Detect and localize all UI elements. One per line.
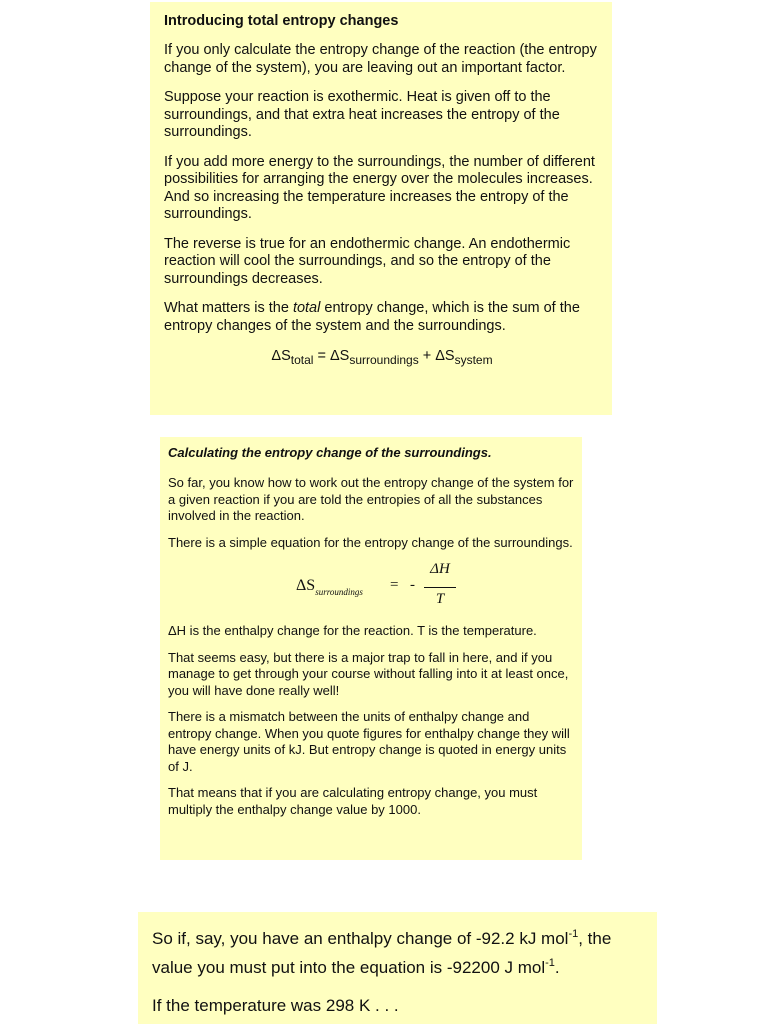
text-run: , the value you must put into the equation is -92200 J mol [152,929,612,977]
paragraph: If you only calculate the entropy change of the reaction (the entropy change of the system), you are leaving out an important factor. [164,42,597,76]
paragraph: That means that if you are calculating entropy change, you must multiply the enthalpy change value by 1000. [168,785,538,817]
eq-subscript: system [454,353,493,367]
formula-delta-s: ΔS [296,577,316,594]
text-run: So if, say, you have an enthalpy change of -92.2 kJ mol [152,929,569,948]
surroundings-entropy-box [160,437,582,860]
section-title: Introducing total entropy changes [164,13,399,29]
paragraph: If you add more energy to the surroundings, the number of different possibilities for arranging the energy over the molecules increases. And so increasing the temperature increases the entropy of the surroundings. [164,153,595,222]
paragraph: The reverse is true for an endothermic change. An endothermic reaction will cool the surroundings, and so the entropy of the surroundings decreases. [164,235,571,287]
section-title: Calculating the entropy change of the surroundings. [168,445,492,460]
fraction-bar [424,587,456,588]
paragraph: Suppose your reaction is exothermic. Heat is given off to the surroundings, and that extra heat increases the entropy of the surroundings. [164,89,560,140]
eq-term: = ΔS [313,348,350,364]
formula-minus: - [410,577,415,593]
surroundings-formula [168,561,574,615]
intro-total-entropy-box [150,2,612,415]
superscript: -1 [545,957,555,969]
superscript: -1 [568,928,579,940]
text-run: entropy change, which is the sum of the entropy changes of the system and the surroundings. [164,300,580,334]
eq-subscript: surroundings [349,353,419,367]
paragraph: There is a simple equation for the entropy change of the surroundings. [168,534,573,550]
paragraph-total [164,300,600,335]
paragraph: ΔH is the enthalpy change for the reaction. T is the temperature. [168,623,537,638]
eq-term: + ΔS [418,348,455,364]
text-run: What matters is the [164,300,293,316]
paragraph: That seems easy, but there is a major trap to fall in here, and if you manage to get through your course without falling into it at least once, you will have done really well! [168,649,569,698]
formula-numerator: ΔH [430,561,450,577]
example-temperature: If the temperature was 298 K . . . [152,996,399,1015]
eq-subscript: total [290,353,314,367]
paragraph: There is a mismatch between the units of enthalpy change and entropy change. When you quote figures for enthalpy change they will have energy units of kJ. But entropy change is quoted in energy units of J. [168,709,570,774]
total-entropy-equation [164,347,600,369]
formula-lhs [296,577,363,597]
paragraph: So far, you know how to work out the entropy change of the system for a given reaction if you are told the entropies of all the substances involved in the reaction. [168,475,574,523]
formula-subscript: surroundings [315,587,363,597]
text-run: . [554,958,560,977]
formula-denominator: T [435,591,445,607]
emphasis-total: total [292,300,321,316]
formula-equals: = [390,577,399,593]
eq-term: ΔS [271,348,291,364]
example-box [138,912,657,1024]
example-paragraph [152,922,645,980]
